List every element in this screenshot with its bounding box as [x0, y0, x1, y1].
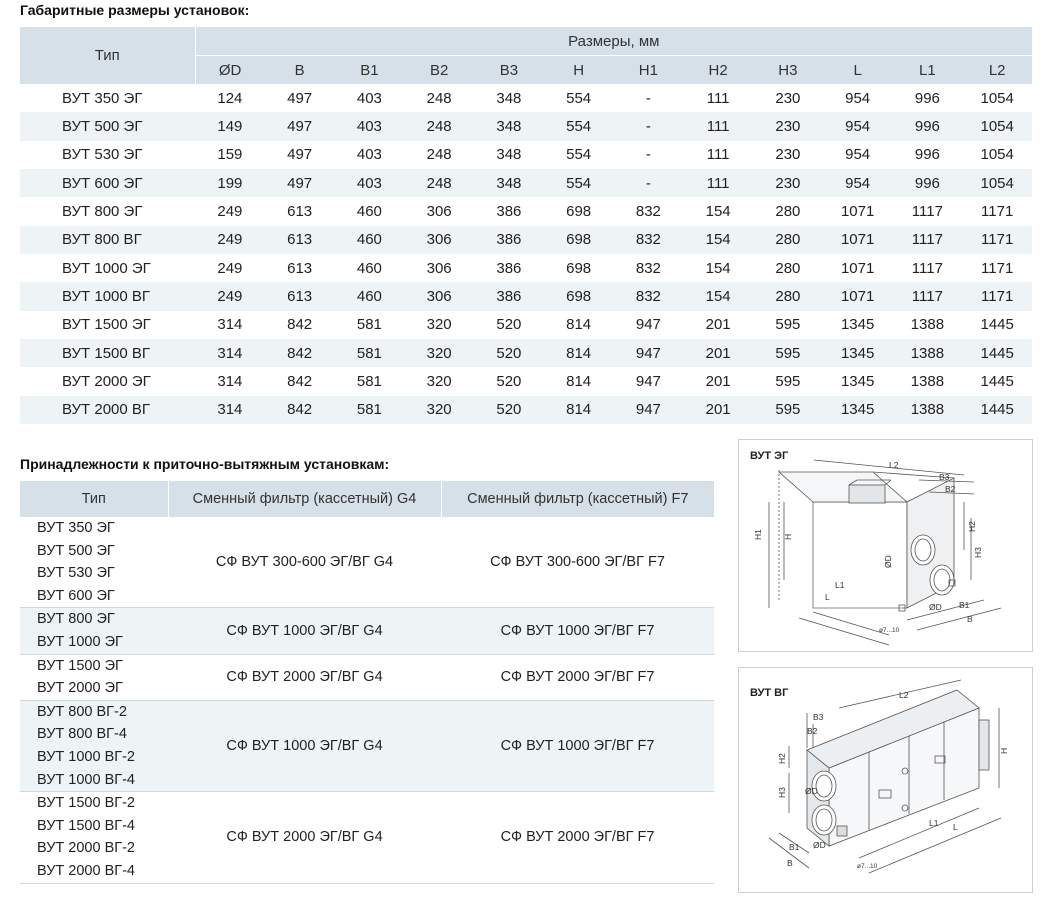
eg-dim-b2: B2: [945, 484, 956, 494]
dim-col-header: B: [265, 56, 335, 85]
dim-cell: 1071: [840, 259, 875, 277]
eg-dim-h: H: [783, 533, 793, 540]
dim-cell: 520: [496, 316, 522, 334]
table-row: [20, 608, 714, 654]
dim-cell: 249: [195, 282, 265, 310]
dim-col-header: L2: [962, 56, 1032, 85]
dim-cell: 497: [265, 112, 335, 140]
dim-cell: 947: [635, 316, 661, 334]
dimensions-title: Габаритные размеры установок:: [20, 2, 250, 18]
eg-dim-l: L: [825, 592, 830, 602]
dim-cell: 154: [683, 282, 753, 310]
dim-cell: 249: [195, 226, 265, 254]
dim-cell: 554: [566, 89, 592, 107]
dim-cell: 314: [217, 316, 243, 334]
acc-type: ВУТ 1500 ВГ-2: [37, 795, 135, 812]
dim-cell: 386: [474, 226, 544, 254]
dim-cell: 280: [775, 259, 801, 277]
table-row: [20, 396, 1032, 424]
acc-type: ВУТ 2000 ВГ-4: [37, 862, 135, 879]
row-type: ВУТ 2000 ЭГ: [62, 372, 151, 390]
dim-cell: 842: [265, 339, 335, 367]
vg-dim-l2: L2: [899, 690, 909, 700]
dim-cell: 613: [265, 282, 335, 310]
acc-type: ВУТ 600 ЭГ: [37, 587, 115, 604]
dim-cell: 124: [217, 89, 243, 107]
accessories-title: Принадлежности к приточно-вытяжным установкам:: [20, 456, 390, 472]
acc-type: ВУТ 2000 ЭГ: [37, 680, 123, 697]
drawing-vg-label: ВУТ ВГ: [750, 687, 789, 699]
table-row: [20, 339, 1032, 367]
dim-cell: 199: [195, 169, 265, 197]
row-type: ВУТ 800 ВГ: [20, 226, 195, 254]
table-row: [20, 84, 1032, 112]
drawing-vut-eg: [738, 439, 1033, 652]
dim-cell: 348: [496, 89, 522, 107]
dim-cell: 996: [914, 146, 940, 164]
row-type: ВУТ 530 ЭГ: [62, 146, 143, 164]
dim-cell: 954: [823, 169, 893, 197]
dim-cell: 698: [544, 226, 614, 254]
dim-cell: 403: [356, 146, 382, 164]
dim-cell: 403: [335, 112, 405, 140]
dim-cell: 1071: [823, 226, 893, 254]
dim-cell: 314: [217, 372, 243, 390]
dim-cell: 1054: [980, 89, 1014, 107]
acc-type: ВУТ 350 ЭГ: [37, 520, 115, 536]
acc-types-cell: [20, 654, 168, 700]
dim-col-header: B3: [474, 56, 544, 85]
dim-cell: 460: [356, 202, 382, 220]
acc-types-cell: [20, 700, 168, 791]
dim-cell: 1117: [911, 259, 943, 277]
drawing-vg-svg: [739, 668, 1032, 892]
dim-cell: 248: [426, 89, 452, 107]
dim-cell: 520: [474, 339, 544, 367]
dim-cell: 386: [496, 259, 522, 277]
acc-type: ВУТ 1000 ЭГ: [37, 633, 123, 650]
dimensions-table: [20, 27, 1032, 424]
dim-cell: 581: [335, 396, 405, 424]
dim-cell: 814: [566, 316, 592, 334]
dim-cell: 460: [335, 282, 405, 310]
dim-cell: 154: [705, 259, 731, 277]
dim-cell: 842: [265, 396, 335, 424]
dim-cell: 520: [496, 372, 522, 390]
dim-cell: 1071: [823, 282, 893, 310]
dim-cell: 814: [566, 372, 592, 390]
dim-cell: 595: [753, 339, 823, 367]
dim-cell: 306: [426, 259, 452, 277]
drawing-eg-svg: [739, 440, 1032, 651]
dim-cell: 403: [335, 169, 405, 197]
row-type: ВУТ 1000 ВГ: [20, 282, 195, 310]
dim-col-header: L1: [893, 56, 963, 85]
dim-cell: 1445: [980, 372, 1014, 390]
dim-cell: 595: [753, 396, 823, 424]
acc-g4-header: Сменный фильтр (кассетный) G4: [168, 481, 441, 517]
dim-cell: 1171: [981, 202, 1014, 220]
dim-cell: 403: [356, 89, 382, 107]
dim-cell: 554: [566, 146, 592, 164]
acc-type: ВУТ 800 ВГ-4: [37, 726, 127, 743]
acc-g4-cell: СФ ВУТ 300-600 ЭГ/ВГ G4: [215, 554, 394, 571]
dim-cell: 520: [474, 396, 544, 424]
acc-types-cell: [20, 608, 168, 654]
dim-cell: 613: [265, 226, 335, 254]
dim-cell: 280: [753, 226, 823, 254]
dim-cell: 154: [683, 226, 753, 254]
dim-cell: 320: [426, 316, 452, 334]
drawing-eg-label: ВУТ ЭГ: [750, 450, 789, 462]
eg-dim-b1: B1: [959, 600, 970, 610]
dim-cell: 1117: [893, 226, 963, 254]
dim-cell: 249: [217, 202, 243, 220]
vg-dim-od1: ØD: [805, 786, 818, 796]
acc-type: ВУТ 800 ВГ-2: [37, 703, 127, 720]
dim-cell: -: [645, 89, 651, 107]
table-row: [20, 197, 1032, 225]
acc-g4-cell: СФ ВУТ 1000 ЭГ/ВГ G4: [168, 700, 441, 791]
dim-cell: 201: [705, 372, 731, 390]
vg-dim-l: L: [953, 822, 958, 832]
dim-cell: 581: [356, 372, 382, 390]
dim-cell: 698: [544, 282, 614, 310]
table-row: [20, 282, 1032, 310]
acc-type: ВУТ 1500 ВГ-4: [37, 817, 135, 834]
dim-cell: 280: [775, 202, 801, 220]
row-type: ВУТ 800 ЭГ: [62, 202, 143, 220]
dim-cell: 1445: [962, 339, 1032, 367]
dim-cell: 1388: [910, 316, 945, 334]
dim-cell: 1445: [962, 396, 1032, 424]
dim-cell: 1388: [893, 396, 963, 424]
vg-dim-l1: L1: [929, 818, 939, 828]
dim-cell: 832: [614, 226, 684, 254]
acc-f7-cell: СФ ВУТ 2000 ЭГ/ВГ F7: [500, 829, 655, 846]
acc-f7-cell: СФ ВУТ 300-600 ЭГ/ВГ F7: [490, 554, 665, 571]
dim-cell: 314: [195, 339, 265, 367]
dim-cell: 111: [706, 146, 730, 164]
dim-col-header: ØD: [195, 56, 265, 85]
table-row: [20, 169, 1032, 197]
type-column-header: Тип: [20, 27, 195, 84]
table-row: [20, 226, 1032, 254]
dim-cell: 698: [566, 259, 592, 277]
table-row: [20, 311, 1032, 339]
eg-dim-b3: B3: [939, 472, 950, 482]
acc-type: ВУТ 2000 ВГ-2: [37, 840, 135, 857]
row-type: ВУТ 600 ЭГ: [20, 169, 195, 197]
dim-cell: 230: [775, 89, 801, 107]
acc-g4-cell: СФ ВУТ 1000 ЭГ/ВГ G4: [168, 608, 441, 654]
eg-dim-h3: H3: [973, 547, 983, 558]
vg-dim-h2: H2: [777, 753, 787, 764]
dim-cell: 249: [217, 259, 243, 277]
dim-cell: 1171: [962, 226, 1032, 254]
dim-cell: 201: [683, 339, 753, 367]
row-type: ВУТ 350 ЭГ: [62, 89, 143, 107]
dim-cell: 1345: [840, 372, 875, 390]
dim-cell: 1345: [823, 396, 893, 424]
acc-f7-cell: СФ ВУТ 1000 ЭГ/ВГ F7: [441, 700, 714, 791]
dim-cell: 306: [404, 226, 474, 254]
dim-cell: 842: [287, 372, 313, 390]
row-type: ВУТ 1500 ВГ: [20, 339, 195, 367]
dim-cell: 954: [845, 89, 871, 107]
dim-cell: 996: [914, 89, 940, 107]
vg-dim-b3: B3: [813, 712, 824, 722]
vg-dim-od2: ØD: [813, 840, 826, 850]
dim-cell: 996: [893, 112, 963, 140]
vg-dim-h3: H3: [777, 787, 787, 798]
vg-dim-b1: B1: [789, 842, 800, 852]
vg-dim-h: H: [999, 747, 1009, 754]
dim-cell: 348: [474, 112, 544, 140]
drawing-vut-vg: [738, 667, 1033, 893]
vg-dim-b: B: [787, 858, 793, 868]
dim-cell: 497: [287, 89, 313, 107]
table-row: [20, 700, 714, 791]
dim-cell: 832: [635, 202, 661, 220]
acc-type: ВУТ 1000 ВГ-4: [37, 771, 135, 788]
row-type: ВУТ 2000 ВГ: [20, 396, 195, 424]
dim-cell: 1345: [840, 316, 875, 334]
dim-cell: -: [614, 169, 684, 197]
dim-cell: 581: [356, 316, 382, 334]
dim-cell: 386: [474, 282, 544, 310]
acc-type: ВУТ 800 ЭГ: [37, 611, 115, 628]
acc-f7-cell: СФ ВУТ 2000 ЭГ/ВГ F7: [500, 669, 655, 686]
dim-cell: 1117: [893, 282, 963, 310]
dim-cell: 1054: [980, 146, 1014, 164]
dim-cell: 314: [195, 396, 265, 424]
dim-cell: 814: [544, 396, 614, 424]
eg-dim-h2: H2: [967, 521, 977, 532]
eg-dim-l2: L2: [889, 460, 899, 470]
dim-cell: 814: [544, 339, 614, 367]
dim-cell: 201: [683, 396, 753, 424]
vg-dim-small: ø7...10: [857, 863, 878, 870]
dim-cell: 595: [775, 316, 801, 334]
dim-cell: 248: [404, 112, 474, 140]
dim-cell: 832: [614, 282, 684, 310]
table-row: [20, 141, 1032, 169]
dim-cell: 306: [404, 282, 474, 310]
dim-cell: 613: [287, 259, 313, 277]
dim-col-header: H: [544, 56, 614, 85]
dim-cell: 1388: [910, 372, 945, 390]
dim-cell: 554: [544, 169, 614, 197]
dim-cell: 230: [753, 112, 823, 140]
dim-cell: 842: [287, 316, 313, 334]
dim-cell: 1345: [823, 339, 893, 367]
row-type: ВУТ 1500 ЭГ: [62, 316, 151, 334]
dim-cell: 460: [356, 259, 382, 277]
dim-cell: 698: [566, 202, 592, 220]
eg-dim-b: B: [967, 614, 973, 624]
dim-cell: 1117: [911, 202, 943, 220]
dim-cell: 595: [775, 372, 801, 390]
dim-cell: 497: [287, 146, 313, 164]
dim-cell: 248: [404, 169, 474, 197]
acc-g4-cell: СФ ВУТ 2000 ЭГ/ВГ G4: [226, 669, 383, 686]
dim-cell: 320: [404, 396, 474, 424]
dim-cell: 1054: [962, 112, 1032, 140]
dim-col-header: H3: [753, 56, 823, 85]
eg-dim-h1: H1: [753, 529, 763, 540]
dim-cell: 320: [404, 339, 474, 367]
dim-cell: 348: [496, 146, 522, 164]
dim-cell: 460: [335, 226, 405, 254]
vg-dim-b2: B2: [807, 726, 818, 736]
acc-type: ВУТ 1500 ЭГ: [37, 657, 123, 674]
dim-cell: 111: [706, 89, 730, 107]
dim-cell: 497: [265, 169, 335, 197]
table-row: [20, 254, 1032, 282]
dim-col-header: B2: [404, 56, 474, 85]
dim-cell: 320: [426, 372, 452, 390]
dim-cell: 230: [753, 169, 823, 197]
row-type: ВУТ 1000 ЭГ: [62, 259, 151, 277]
dim-cell: -: [645, 146, 651, 164]
dim-cell: 581: [335, 339, 405, 367]
dim-cell: 154: [705, 202, 731, 220]
row-type: ВУТ 500 ЭГ: [20, 112, 195, 140]
acc-type: ВУТ 500 ЭГ: [37, 542, 115, 559]
dim-cell: 348: [474, 169, 544, 197]
dim-cell: 1388: [893, 339, 963, 367]
dim-cell: 1071: [840, 202, 875, 220]
table-row: [20, 654, 714, 700]
dim-cell: 1171: [962, 282, 1032, 310]
dim-cell: 947: [614, 339, 684, 367]
accessories-table: [20, 481, 714, 884]
table-row: [20, 367, 1032, 395]
dim-cell: 947: [635, 372, 661, 390]
dim-col-header: B1: [335, 56, 405, 85]
acc-f7-header: Сменный фильтр (кассетный) F7: [441, 481, 714, 517]
dim-cell: 832: [635, 259, 661, 277]
table-row: [20, 112, 1032, 140]
acc-types-cell: [20, 517, 168, 608]
dim-cell: 149: [195, 112, 265, 140]
dim-cell: 947: [614, 396, 684, 424]
dim-cell: 111: [683, 112, 753, 140]
dim-cell: 386: [496, 202, 522, 220]
eg-dim-l1: L1: [835, 580, 845, 590]
dim-cell: 1445: [980, 316, 1014, 334]
dim-cell: 954: [845, 146, 871, 164]
dim-cell: 613: [287, 202, 313, 220]
acc-type: ВУТ 1000 ВГ-2: [37, 748, 135, 765]
dim-cell: 1171: [981, 259, 1014, 277]
dim-cell: 280: [753, 282, 823, 310]
dim-cell: 230: [775, 146, 801, 164]
acc-type: ВУТ 530 ЭГ: [37, 565, 115, 582]
eg-dim-od1: ØD: [883, 555, 893, 568]
table-row: [20, 517, 714, 608]
dim-cell: 111: [683, 169, 753, 197]
dim-cell: 306: [426, 202, 452, 220]
dim-cell: 159: [217, 146, 243, 164]
dim-cell: 954: [823, 112, 893, 140]
acc-type-header: Тип: [20, 481, 168, 517]
dim-cell: 201: [705, 316, 731, 334]
dim-cell: 248: [426, 146, 452, 164]
table-row: [20, 792, 714, 883]
dim-cell: -: [614, 112, 684, 140]
dim-col-header: L: [823, 56, 893, 85]
acc-g4-cell: СФ ВУТ 2000 ЭГ/ВГ G4: [226, 829, 383, 846]
eg-dim-small: ø7...10: [879, 627, 900, 634]
dim-cell: 996: [893, 169, 963, 197]
dimensions-group-header: Размеры, мм: [195, 27, 1032, 56]
eg-dim-od2: ØD: [929, 602, 942, 612]
dim-col-header: H1: [614, 56, 684, 85]
acc-types-cell: [20, 792, 168, 883]
dim-col-header: H2: [683, 56, 753, 85]
dim-cell: 1054: [962, 169, 1032, 197]
acc-f7-cell: СФ ВУТ 1000 ЭГ/ВГ F7: [441, 608, 714, 654]
dim-cell: 554: [544, 112, 614, 140]
